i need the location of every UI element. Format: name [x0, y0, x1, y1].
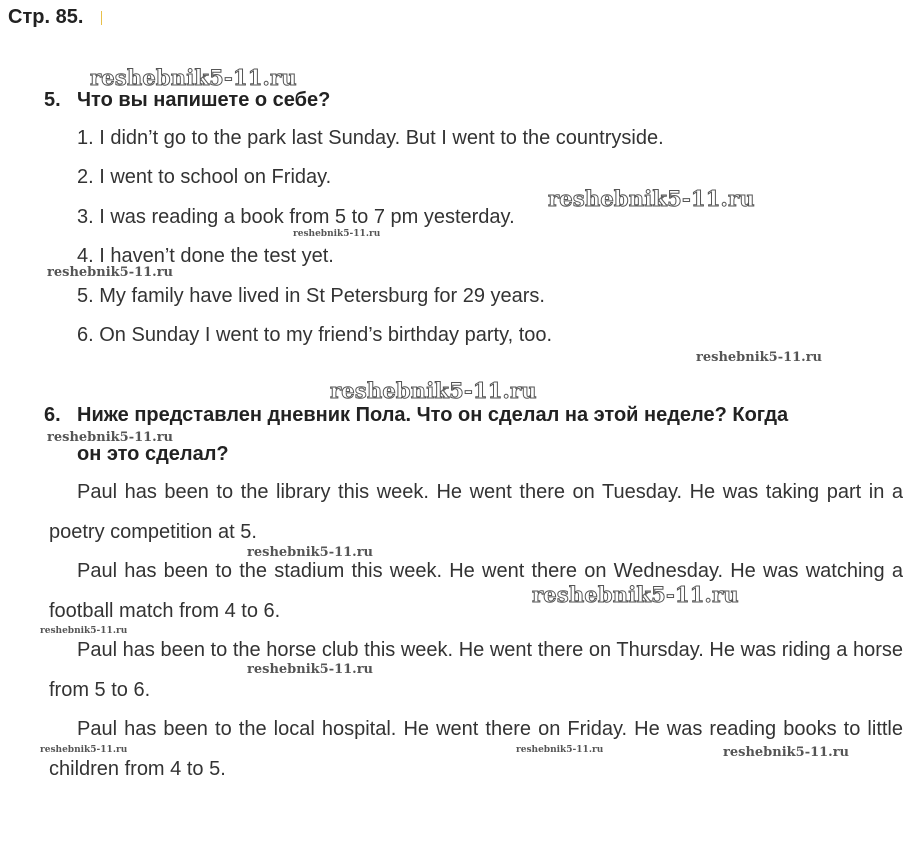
watermark-logo: reshebnik5-11.ru: [47, 430, 174, 445]
exercise-5-number: 5.: [44, 89, 61, 111]
exercise-6-paragraph-3: Paul has been to the horse club this week. He went there on Thursday. He was riding a horse from 5 to 6.: [49, 639, 903, 701]
page-title: Стр. 85.: [8, 6, 84, 28]
watermark-logo: reshebnik5-11.ru: [723, 745, 850, 760]
exercise-6-paragraph-2: Paul has been to the stadium this week. He went there on Wednesday. He was watching a football match from 4 to 6.: [49, 560, 903, 622]
exercise-6-number: 6.: [44, 404, 61, 426]
exercise-5-item-5: 5. My family have lived in St Petersburg for 29 years.: [77, 285, 545, 307]
exercise-5-item-4: 4. I haven’t done the test yet.: [77, 245, 334, 267]
watermark-logo: reshebnik5-11.ru: [548, 186, 755, 211]
watermark-logo: reshebnik5-11.ru: [40, 745, 128, 755]
watermark-logo: reshebnik5-11.ru: [696, 350, 823, 365]
text-cursor-mark: [101, 11, 102, 25]
watermark-logo: reshebnik5-11.ru: [532, 582, 739, 607]
exercise-6-paragraph-4: Paul has been to the local hospital. He went there on Friday. He was reading books to little children from 4 to 5.: [49, 718, 903, 780]
exercise-5-item-1: 1. I didn’t go to the park last Sunday. But I went to the countryside.: [77, 127, 664, 149]
watermark-logo: reshebnik5-11.ru: [47, 265, 174, 280]
watermark-logo: reshebnik5-11.ru: [247, 662, 374, 677]
watermark-logo: reshebnik5-11.ru: [293, 229, 381, 239]
exercise-6-heading: [44, 404, 788, 427]
watermark-logo: reshebnik5-11.ru: [90, 65, 297, 90]
exercise-5-item-6: 6. On Sunday I went to my friend’s birthday party, too.: [77, 324, 553, 346]
watermark-logo: reshebnik5-11.ru: [516, 745, 604, 755]
watermark-logo: reshebnik5-11.ru: [330, 378, 537, 403]
exercise-5-item-2: 2. I went to school on Friday.: [77, 166, 332, 188]
watermark-logo: reshebnik5-11.ru: [40, 626, 128, 636]
exercise-6-title-line-1: Ниже представлен дневник Пола. Что он сделал на этой неделе? Когда: [77, 404, 789, 426]
exercise-6-paragraph-1: Paul has been to the library this week. He went there on Tuesday. He was taking part in a poetry competition at 5.: [49, 481, 903, 543]
watermark-logo: reshebnik5-11.ru: [247, 545, 374, 560]
exercise-5-item-3: 3. I was reading a book from 5 to 7 pm yesterday.: [77, 206, 515, 228]
exercise-5-heading: [44, 89, 330, 112]
exercise-5-title: Что вы напишете о себе?: [77, 89, 331, 111]
exercise-6-title-line-2: он это сделал?: [77, 443, 229, 465]
